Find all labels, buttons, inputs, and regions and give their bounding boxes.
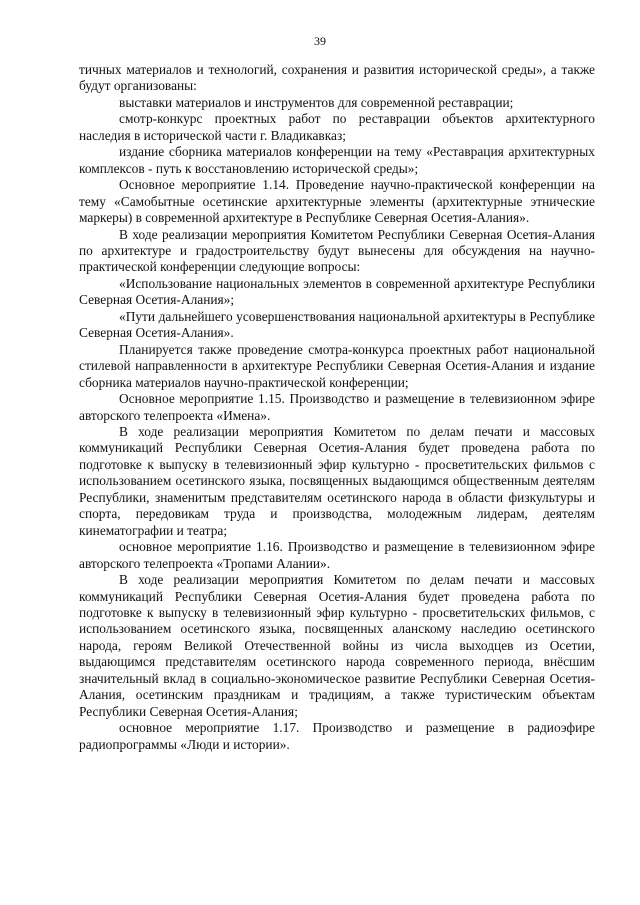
paragraph: В ходе реализации мероприятия Комитетом по делам печати и массовых коммуникаций Республики Северная Осетия-Алания будет проведена работа по подготовке к выпуску в телевизионный эфир культурно - просветительских фильмов с использованием осетинского языка, посвященных выдающимся общественным деятелям Республики, знаменитым представителям осетинского народа в области физкультуры и спорта, передовикам труда и производства, молодежным лидерам, деятелям кинематографии и театра; — [79, 423, 595, 538]
paragraph: основное мероприятие 1.17. Производство и размещение в радиоэфире радиопрограммы «Люди и истории». — [79, 720, 595, 752]
paragraph: выставки материалов и инструментов для современной реставрации; — [119, 94, 514, 110]
paragraph: издание сборника материалов конференции на тему «Реставрация архитектурных комплексов - путь к восстановлению исторической среды»; — [79, 144, 595, 176]
paragraph: Основное мероприятие 1.14. Проведение научно-практической конференции на тему «Самобытные осетинские архитектурные элементы (архитектурные этнические маркеры) в современной архитектуре в Республике Северная Осетия-Алания». — [79, 177, 595, 226]
document-body — [79, 62, 595, 753]
paragraph: основное мероприятие 1.16. Производство и размещение в телевизионном эфире авторского телепроекта «Тропами Алании». — [79, 539, 595, 571]
paragraph: тичных материалов и технологий, сохранения и развития исторической среды», а также будут организованы: — [79, 62, 595, 94]
paragraph: смотр-конкурс проектных работ по реставрации объектов архитектурного наследия в исторической части г. Владикавказ; — [79, 111, 595, 143]
paragraph: В ходе реализации мероприятия Комитетом Республики Северная Осетия-Алания по архитектуре и градостроительству будут вынесены для обсуждения на научно-практической конференции следующие вопросы: — [79, 226, 595, 275]
page-number: 39 — [314, 34, 326, 48]
paragraph: Планируется также проведение смотра-конкурса проектных работ национальной стилевой направленности в архитектуре Республики Северная Осетия-Алания и издание сборника материалов научно-практической конференции; — [79, 341, 595, 390]
paragraph: «Пути дальнейшего усовершенствования национальной архитектуры в Республике Северная Осетия-Алания». — [79, 308, 595, 341]
paragraph: В ходе реализации мероприятия Комитетом по делам печати и массовых коммуникаций Республики Северная Осетия-Алания будет проведена работа по подготовке к выпуску в телевизионный эфир культурно - просветительских фильмов, с использованием осетинского языка, посвященных аланскому наследию осетинского народа, героям Великой Отечественной войны из числа выходцев из Осетии, выдающимся представителям осетинского народа современного периода, внёсшим значительный вклад в социально-экономическое развитие Республики Северная Осетия-Алания, осетинским праздникам и традициям, а также туристическим объектам Республики Северная Осетия-Алания; — [79, 572, 595, 719]
paragraph: Основное мероприятие 1.15. Производство и размещение в телевизионном эфире авторского телепроекта «Имена». — [79, 391, 595, 423]
paragraph: «Использование национальных элементов в современной архитектуре Республики Северная Осетия-Алания»; — [79, 275, 595, 308]
